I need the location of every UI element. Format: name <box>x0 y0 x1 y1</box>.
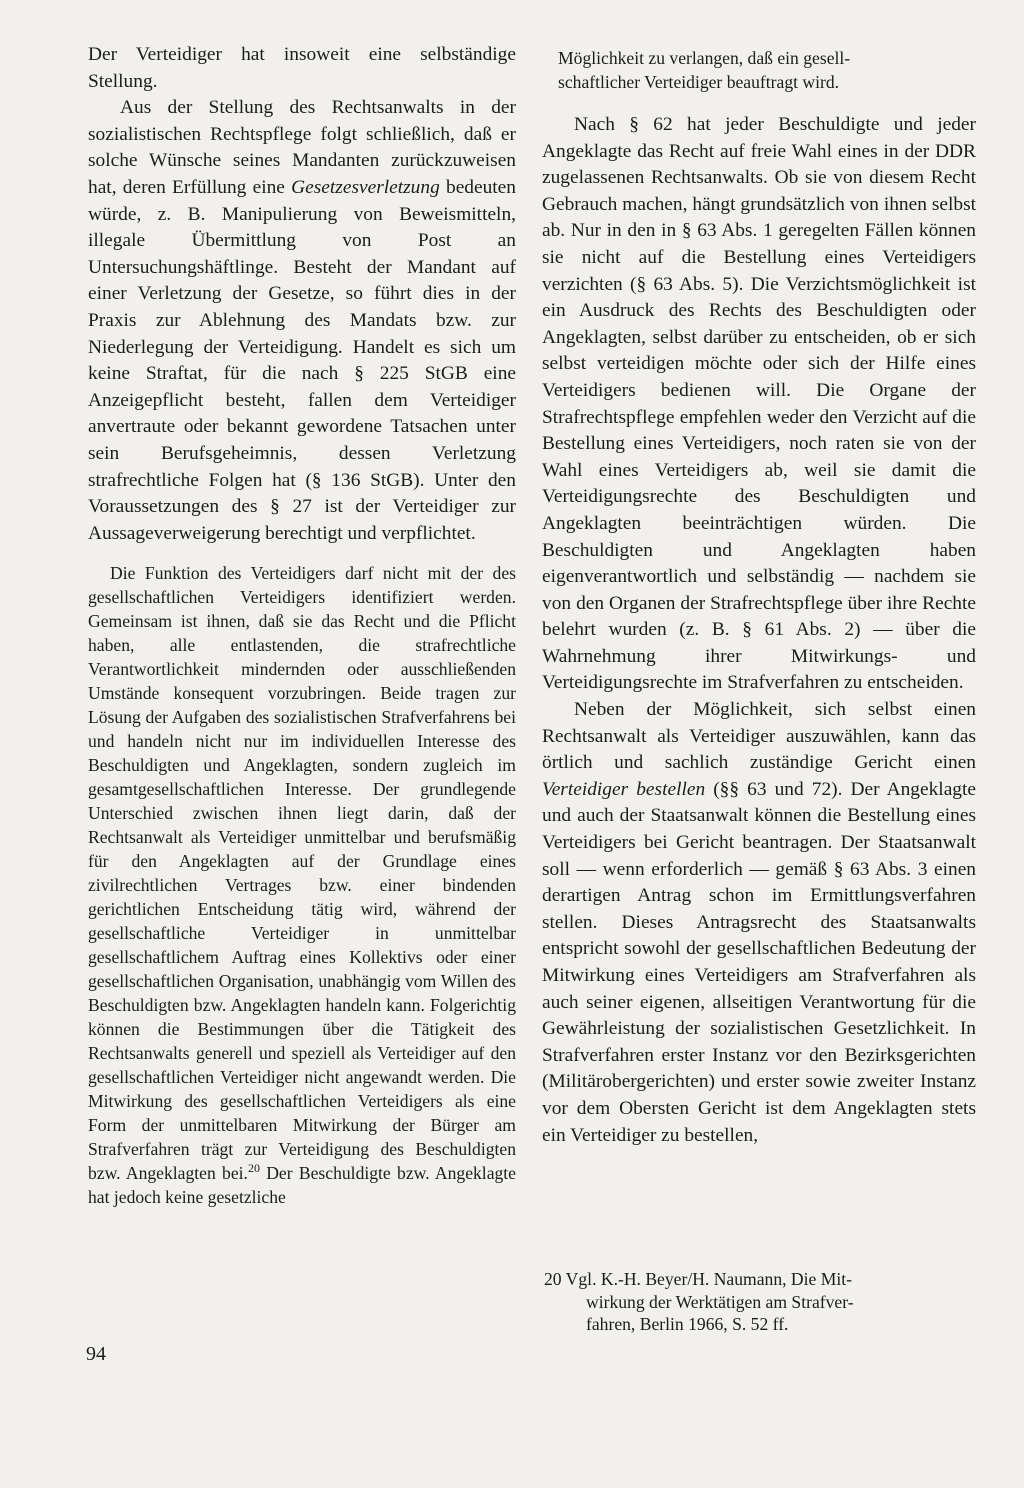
left-column <box>88 0 516 1209</box>
paragraph-text: Aus der Stellung des Rechtsanwalts in der sozialistischen Rechtspflege folgt schließlich, daß er solche Wünsche seines Mandanten zurückzuweisen hat, deren Erfüllung eine <box>88 97 516 198</box>
continued-line: schaftlicher Verteidiger beauftragt wird. <box>558 72 840 92</box>
continued-line: Möglichkeit zu verlangen, daß ein gesell- <box>558 48 851 68</box>
footnote-line: wirkung der Werktätigen am Strafver- <box>586 1291 854 1312</box>
emphasis-gesetzesverletzung: Gesetzesverletzung <box>291 176 440 198</box>
paragraph-text: (§§ 63 und 72). Der Angeklagte und auch der Staatsanwalt können die Bestellung eines Verteidigers bei Gericht beantragen. Der Staatsanwalt soll — wenn erforderlich — gemäß § 63 Abs. 3 einen derartigen Antrag schon im Ermittlungsverfahren stellen. Dieses Antragsrecht des Staatsanwalts entspricht sowohl der gesellschaftlichen Bedeutung der Mitwirkung eines Verteidigers am Strafverfahren als auch seiner eigenen, allseitigen Verantwortung für die Gewährleistung der sozialistischen Gesetzlichkeit. In Strafverfahren erster Instanz vor den Bezirksgerichten (Militärobergerichten) und erster sowie zweiter Instanz vor dem Obersten Gericht ist dem Angeklagten stets ein Verteidiger zu bestellen, <box>542 778 976 1146</box>
paragraph-text: bedeuten würde, z. B. Manipulierung von Beweismitteln, illegale Übermittlung von Post an Untersuchungshäftlinge. Besteht der Mandant auf einer Verletzung der Gesetze, so führt dies in der Praxis zur Ablehnung des Mandats bzw. zur Niederlegung der Verteidigung. Handelt es sich um keine Straftat, für die nach § 225 StGB eine Anzeigepflicht besteht, fallen dem Verteidiger anvertraute oder bekannt gewordene Tatsachen unter sein Berufsgeheimnis, dessen Verletzung strafrechtliche Folgen hat (§ 136 StGB). Unter den Voraussetzungen des § 27 ist der Verteidiger zur Aussageverweigerung berechtigt und verpflichtet. <box>88 176 516 544</box>
paragraph-continued <box>542 46 976 94</box>
paragraph-freie-wahl: Nach § 62 hat jeder Beschuldigte und jeder Angeklagte das Recht auf freie Wahl eines in der DDR zugelassenen Rechtsanwalts. Ob sie von diesem Recht Gebrauch machen, hängt grundsätzlich von ihnen selbst ab. Nur in den in § 63 Abs. 1 geregelten Fällen können sie nicht auf die Bestellung eines Verteidigers verzichten (§ 63 Abs. 5). Die Verzichtsmöglichkeit ist ein Ausdruck des Rechts des Beschuldigten oder Angeklagten, selbst darüber zu entscheiden, ob er sich selbst verteidigen möchte oder sich der Hilfe eines Verteidigers bedienen will. Die Organe der Strafrechtspflege empfehlen weder den Verzicht auf die Bestellung eines Verteidigers, noch raten sie von der Wahl eines Verteidigers ab, weil sie damit die Verteidigungsrechte des Beschuldigten und Angeklagten beeinträchtigen würden. Die Beschuldigten und Angeklagten haben eigenverantwortlich und selbständig — nachdem sie von den Organen der Strafrechtspflege über ihre Rechte belehrt wurden (z. B. § 61 Abs. 2) — über die Wahrnehmung ihrer Mitwirkungs- und Verteidigungsrechte im Strafverfahren zu entscheiden. <box>542 114 976 694</box>
footnote-line: 20 Vgl. K.-H. Beyer/H. Naumann, Die Mit- <box>544 1269 853 1289</box>
right-column <box>542 0 976 1149</box>
paragraph-text: Neben der Möglichkeit, sich selbst einen Rechtsanwalt als Verteidiger auszuwählen, kann das örtlich und sachlich zuständige Gericht einen <box>542 699 976 774</box>
paragraph-selbstaendige-stellung: Der Verteidiger hat insoweit eine selbständige Stellung. <box>88 44 516 92</box>
emphasis-verteidiger-bestellen: Verteidiger bestellen <box>542 778 706 800</box>
paragraph-funktion-verteidiger <box>88 561 516 1209</box>
paragraph-text: Die Funktion des Verteidigers darf nicht mit der des gesellschaftlichen Verteidigers identifiziert werden. Gemeinsam ist ihnen, daß sie das Recht und die Pflicht haben, alle entlastenden, die strafrechtliche Verantwortlichkeit mindernden oder ausschließenden Umstände konsequent vorzubringen. Beide tragen zur Lösung der Aufgaben des sozialistischen Strafverfahrens bei und handeln nicht nur im individuellen Interesse des Beschuldigten und Angeklagten, sondern zugleich im gesamtgesellschaftlichen Interesse. Der grundlegende Unterschied zwischen ihnen liegt darin, daß der Rechtsanwalt als Verteidiger unmittelbar und berufsmäßig für den Angeklagten auf der Grundlage eines zivilrechtlichen Vertrages bzw. einer bindenden gerichtlichen Entscheidung tätig wird, während der gesellschaftliche Verteidiger in unmittelbar gesellschaftlichem Auftrag eines Kollektivs oder einer gesellschaftlichen Organisation, unabhängig vom Willen des Beschuldigten bzw. Angeklagten handeln kann. Folgerichtig können die Bestimmungen über die Tätigkeit des Rechtsanwalts generell und speziell als Verteidiger auf den gesellschaftlichen Verteidiger nicht angewandt werden. Die Mitwirkung des gesellschaftlichen Verteidigers als eine Form der unmittelbaren Mitwirkung der Bürger am Strafverfahren trägt zur Verteidigung des Beschuldigten bzw. Angeklagten bei. <box>88 563 516 1184</box>
footnote <box>544 1268 974 1336</box>
paragraph-verteidiger-bestellen <box>542 697 976 1149</box>
paragraph-text: Der Beschuldigte bzw. Angeklagte hat jedoch keine gesetzliche <box>88 1163 516 1208</box>
page-number: 94 <box>86 1343 106 1365</box>
paragraph-stellung-rechtsanwalt <box>88 95 516 547</box>
footnote-line: fahren, Berlin 1966, S. 52 ff. <box>586 1314 789 1335</box>
footnote-reference: 20 <box>247 1161 260 1176</box>
